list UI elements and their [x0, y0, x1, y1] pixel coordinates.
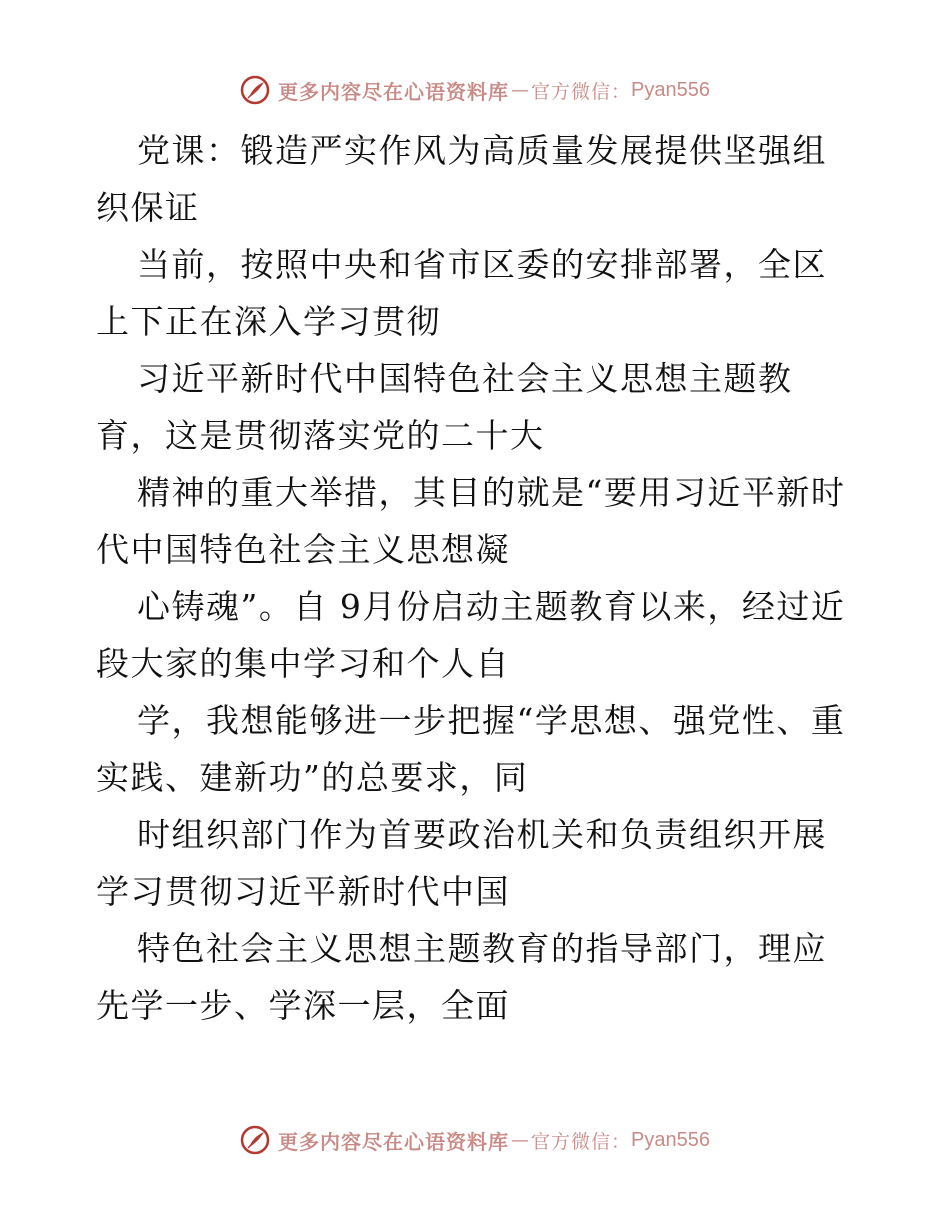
quill-logo-icon — [240, 1125, 270, 1155]
paragraph: 当前，按照中央和省市区委的安排部署，全区上下正在深入学习贯彻 — [96, 245, 827, 341]
document-title: 党课：锻造严实作风为高质量发展提供坚强组织保证 — [96, 131, 827, 227]
watermark-separator: — — [511, 79, 529, 101]
watermark-site-text: 更多内容尽在心语资料库 — [278, 1129, 509, 1154]
document-body — [96, 122, 856, 1034]
watermark-wechat-id: Pyan556 — [631, 1128, 710, 1151]
watermark-wechat-label: 官方微信： — [531, 80, 632, 103]
watermark-wechat-id: Pyan556 — [631, 78, 710, 101]
watermark-site-text: 更多内容尽在心语资料库 — [278, 79, 509, 104]
paragraph: 学，我想能够进一步把握“学思想、强党性、重实践、建新功”的总要求，同 — [96, 701, 846, 797]
watermark-separator: — — [511, 1129, 529, 1151]
paragraph: 习近平新时代中国特色社会主义思想主题教育，这是贯彻落实党的二十大 — [96, 359, 793, 455]
quill-logo-icon — [240, 75, 270, 105]
footer-watermark — [0, 1120, 950, 1160]
paragraph: 特色社会主义思想主题教育的指导部门，理应先学一步、学深一层，全面 — [96, 929, 827, 1025]
paragraph: 心铸魂”。自 9月份启动主题教育以来，经过近段大家的集中学习和个人自 — [96, 587, 846, 683]
header-watermark — [0, 70, 950, 110]
paragraph: 时组织部门作为首要政治机关和负责组织开展学习贯彻习近平新时代中国 — [96, 815, 827, 911]
paragraph: 精神的重大举措，其目的就是“要用习近平新时代中国特色社会主义思想凝 — [96, 473, 846, 569]
watermark-wechat-label: 官方微信： — [531, 1130, 632, 1153]
